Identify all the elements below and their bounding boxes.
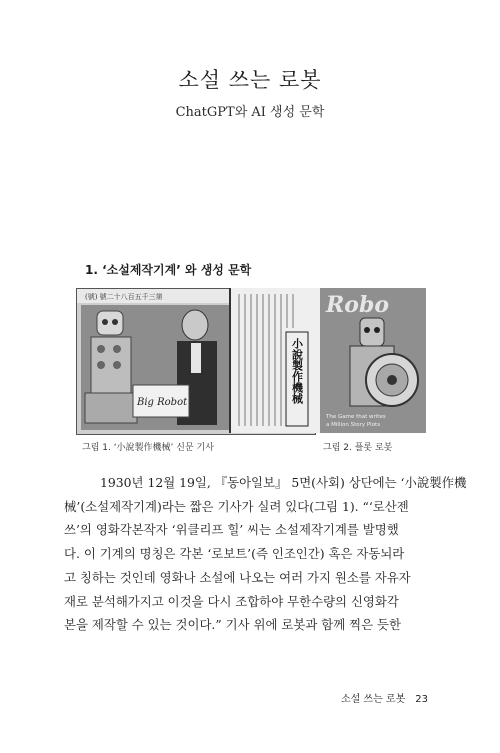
newspaper-header: (號) 號二十八百五千三第	[85, 293, 163, 301]
page-subtitle: ChatGPT와 AI 생성 문학	[175, 105, 325, 120]
body-paragraph	[64, 471, 467, 637]
magazine-title: Robo	[326, 292, 390, 318]
body-line: 재로 분석해가지고 이것을 다시 조합하야 무한수량의 신영화각	[64, 593, 399, 609]
robot-sign-text: Big Robot	[137, 397, 188, 408]
body-line: 다. 이 기계의 명칭은 각본 ‘로보트’(즉 인조인간) 혹은 자동뇌라	[64, 546, 405, 562]
figure-1-caption: 그림 1. ‘小說製作機械’ 신문 기사	[82, 443, 214, 453]
newspaper-column-image	[231, 288, 320, 433]
body-line: 본을 제작할 수 있는 것이다.” 기사 위에 로봇과 함께 찍은 듯한	[64, 617, 401, 633]
section-heading: 1. ‘소설제작기계’ 와 생성 문학	[85, 263, 252, 277]
body-line: 쓰’의 영화각본작자 ‘위클리프 힐’ 씨는 소설제작기계를 발명했	[64, 522, 399, 538]
figure-plot-robot	[320, 288, 426, 433]
page-title: 소설 쓰는 로봇	[178, 68, 322, 92]
page-number: 23	[415, 694, 428, 705]
newspaper-headline: 小說製作機械	[290, 338, 304, 404]
body-line: 1930년 12월 19일, 『동아일보』 5면(사회) 상단에는 ‘小說製作機	[100, 475, 467, 490]
figure-2-caption: 그림 2. 플롯 로봇	[323, 443, 393, 453]
body-line: 械’(소설제작기계)라는 짧은 기사가 실려 있다(그림 1). “‘로산젠	[64, 498, 409, 514]
figure-newspaper-text	[229, 288, 320, 433]
page-footer	[341, 690, 428, 705]
magazine-tagline-2: a Million Story Plots	[326, 422, 381, 428]
body-line: 고 칭하는 것인데 영화나 소설에 나오는 여러 가지 원소를 자유자	[64, 569, 411, 585]
running-title: 소설 쓰는 로봇	[340, 694, 406, 705]
plot-robot-image	[320, 288, 426, 433]
magazine-tagline-1: The Game that writes	[326, 414, 386, 420]
